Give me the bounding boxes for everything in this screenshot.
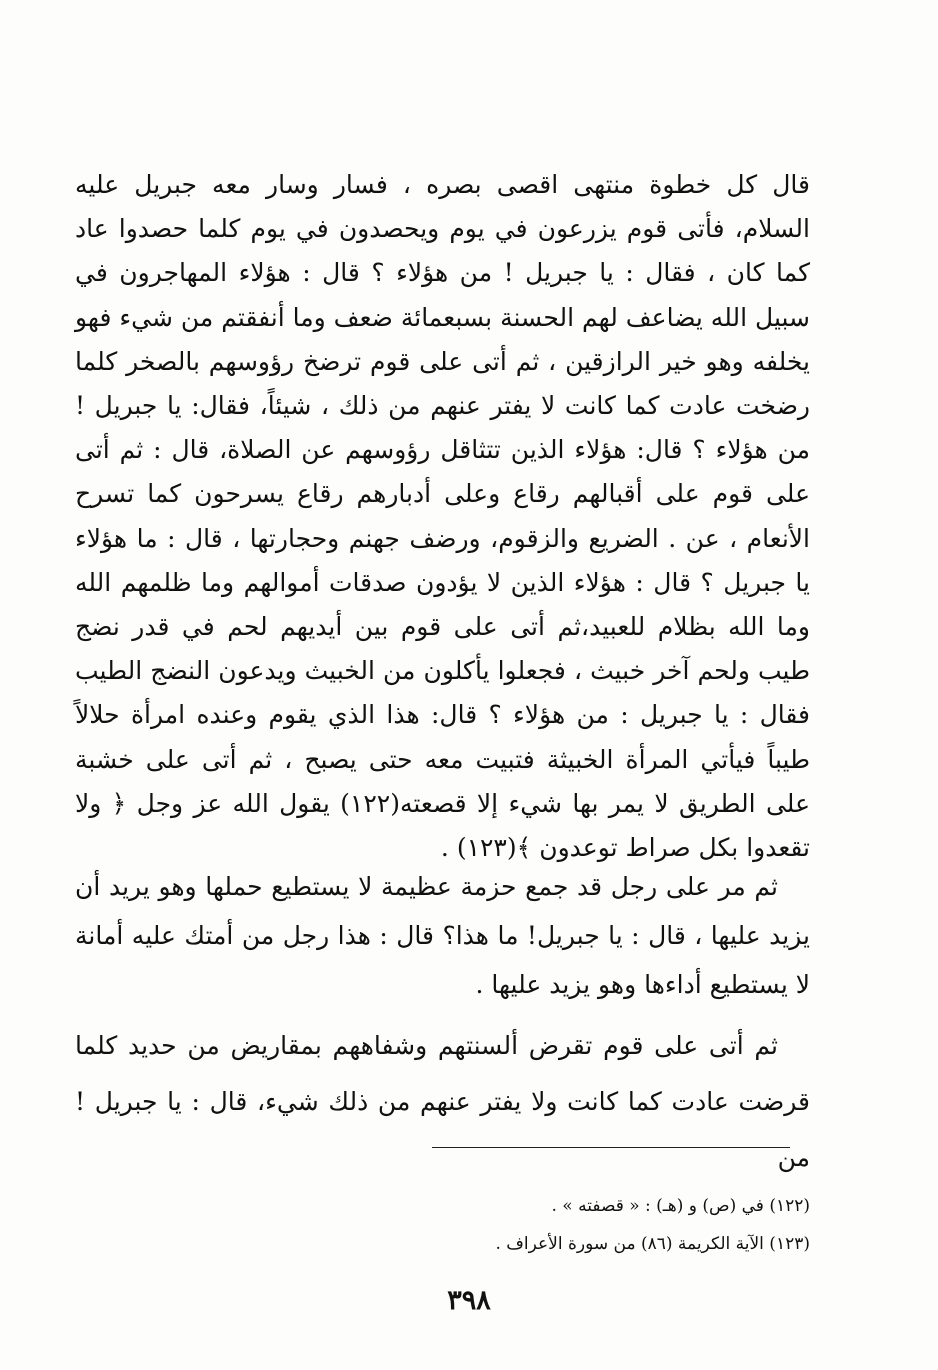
page-number: ٣٩٨ <box>447 1285 491 1316</box>
footnote-122: (١٢٢) في (ص) و (هـ) : « قصفته » . <box>551 1196 810 1216</box>
body-paragraph-2: ثم مر على رجل قد جمع حزمة عظيمة لا يستطيع حملها وهو يريد أن يزيد عليها ، قال : يا جبريل! ما هذا؟ قال : هذا رجل من أمتك عليه أمانة لا يستطيع أداءها وهو يزيد عليها . <box>75 872 810 999</box>
footnote-separator <box>432 1147 790 1148</box>
body-paragraph-1: قال كل خطوة منتهى اقصى بصره ، فسار وسار معه جبريل عليه السلام، فأتى قوم يزرعون في يوم ويحصدون في يوم كلما حصدوا عاد كما كان ، فقال : يا جبريل ! من هؤلاء ؟ قال : هؤلاء المهاجرون في سبيل الله يضاعف لهم الحسنة بسبعمائة ضعف وما أنفقتم من شيء فهو يخلفه وهو خير الرازقين ، ثم أتى على قوم ترضخ رؤوسهم بالصخر كلما رضخت عادت كما كانت لا يفتر عنهم من ذلك ، شيئاً، فقال: يا جبريل ! من هؤلاء ؟ قال: هؤلاء الذين تتثاقل رؤوسهم عن الصلاة، قال : ثم أتى على قوم على أقبالهم رقاع وعلى أدبارهم رقاع يسرحون كما تسرح الأنعام ، عن . الضريع والزقوم، ورضف جهنم وحجارتها ، قال : ما هؤلاء يا جبريل ؟ قال : هؤلاء الذين لا يؤدون صدقات أموالهم وما ظلمهم الله وما الله بظلام للعبيد،ثم أتى على قوم بين أيديهم لحم في قدر نضج طيب ولحم آخر خبيث ، فجعلوا يأكلون من الخبيث ويدعون النضج الطيب فقال : يا جبريل : من هؤلاء ؟ قال: هذا الذي يقوم وعنده امرأة حلالاً طيباً فيأتي المرأة الخبيثة فتبيت معه حتى يصبح ، ثم أتى على خشبة على الطريق لا يمر بها شيء إلا قصعته(١٢٢) يقول الله عز وجل ﴿ ولا تقعدوا بكل صراط توعدون ﴾(١٢٣) . <box>75 170 810 863</box>
footnote-123: (١٢٣) الآية الكريمة (٨٦) من سورة الأعراف . <box>495 1234 810 1254</box>
footnotes <box>300 1187 810 1263</box>
body-paragraph-3: ثم أتى على قوم تقرض ألسنتهم وشفاههم بمقاريض من حديد كلما قرضت عادت كما كانت ولا يفتر عنهم من ذلك شيء، قال : يا جبريل ! من <box>75 1031 810 1172</box>
